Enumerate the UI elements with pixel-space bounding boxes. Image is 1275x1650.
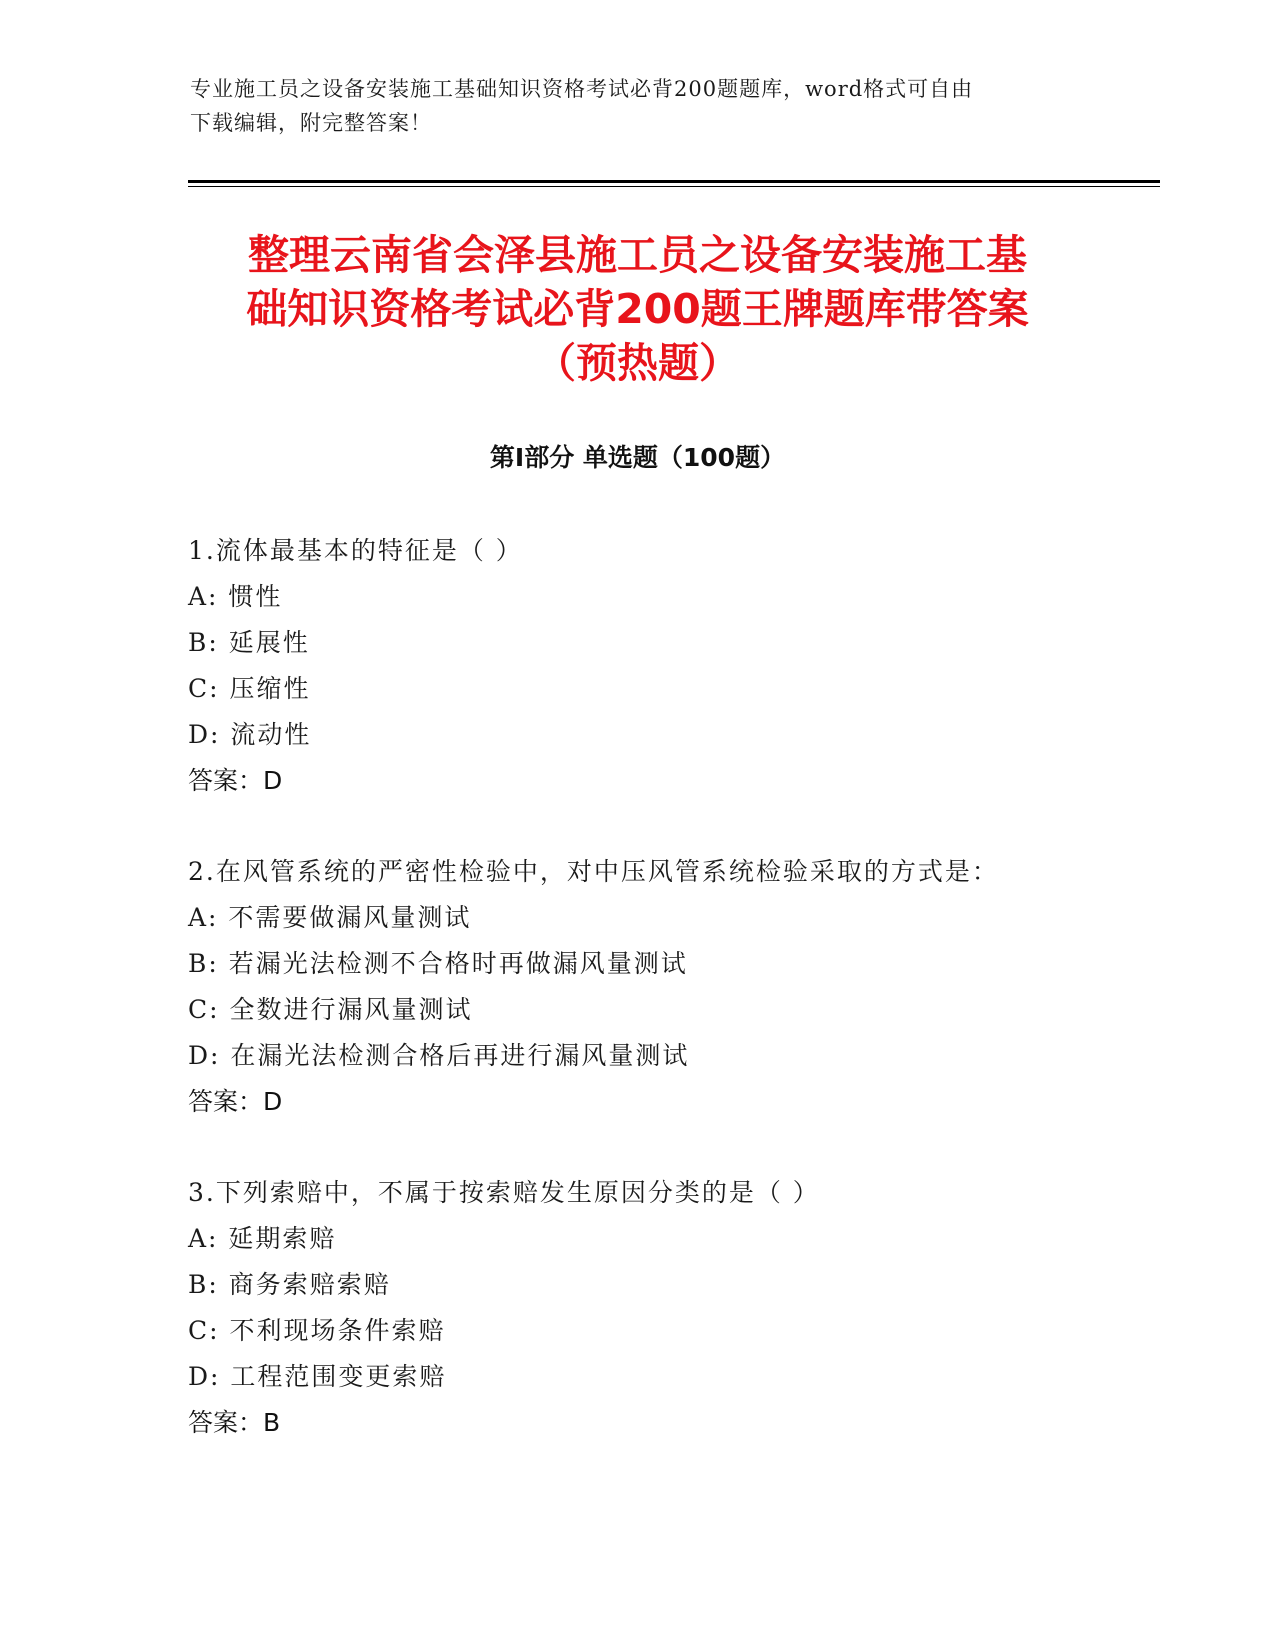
option-a: A: 延期索赔 <box>188 1224 337 1253</box>
question-list <box>188 528 1148 1491</box>
question-stem: 2.在风管系统的严密性检验中，对中压风管系统检验采取的方式是： <box>188 857 999 886</box>
question-stem: 3.下列索赔中，不属于按索赔发生原因分类的是（ ） <box>188 1178 820 1207</box>
document-title-line-3: （预热题） <box>535 339 740 387</box>
option-b: B: 若漏光法检测不合格时再做漏风量测试 <box>188 949 688 978</box>
section-title: 第Ⅰ部分 单选题（100题） <box>489 443 786 472</box>
header-note <box>190 72 1070 140</box>
document-title-line-2: 础知识资格考试必背200题王牌题库带答案 <box>246 285 1029 333</box>
header-divider-thin <box>188 186 1160 187</box>
option-d: D: 流动性 <box>188 720 312 749</box>
option-d: D: 在漏光法检测合格后再进行漏风量测试 <box>188 1041 690 1070</box>
answer: 答案：D <box>188 766 283 795</box>
answer: 答案：B <box>188 1408 281 1437</box>
option-d: D: 工程范围变更索赔 <box>188 1362 447 1391</box>
option-b: B: 商务索赔索赔 <box>188 1270 391 1299</box>
document-title-line-1: 整理云南省会泽县施工员之设备安装施工基 <box>248 231 1027 279</box>
header-note-line-1: 专业施工员之设备安装施工基础知识资格考试必背200题题库，word格式可自由 <box>190 77 974 101</box>
question-3 <box>188 1170 1148 1446</box>
option-c: C: 压缩性 <box>188 674 311 703</box>
option-a: A: 惯性 <box>188 582 283 611</box>
question-2 <box>188 849 1148 1125</box>
option-b: B: 延展性 <box>188 628 310 657</box>
option-c: C: 不利现场条件索赔 <box>188 1316 446 1345</box>
option-a: A: 不需要做漏风量测试 <box>188 903 472 932</box>
header-note-line-2: 下载编辑，附完整答案！ <box>190 111 432 135</box>
header-divider-thick <box>188 180 1160 183</box>
document-title <box>150 228 1125 390</box>
option-c: C: 全数进行漏风量测试 <box>188 995 473 1024</box>
question-stem: 1.流体最基本的特征是（ ） <box>188 536 523 565</box>
question-1 <box>188 528 1148 804</box>
answer: 答案：D <box>188 1087 283 1116</box>
